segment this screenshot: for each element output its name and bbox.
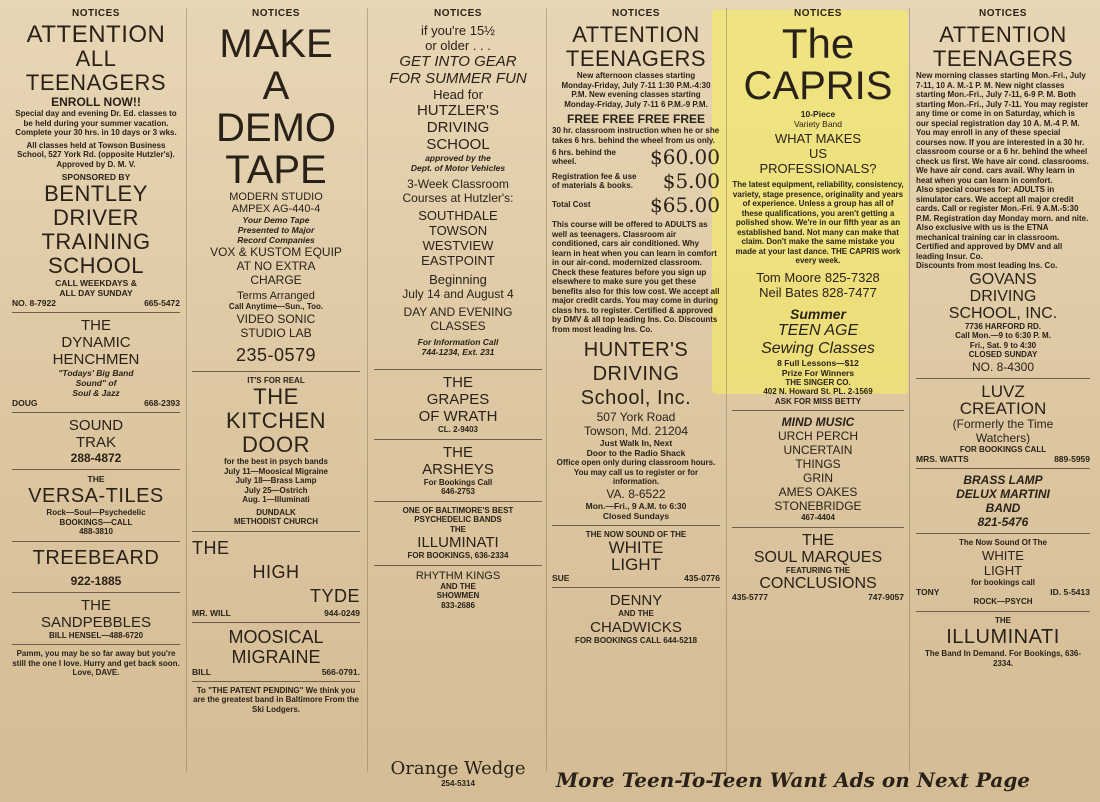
ad-luvz-formerly: (Formerly the Time — [952, 416, 1054, 431]
ad-govans-phone: NO. 8-4300 — [971, 359, 1035, 374]
ad-kitchen-line-4: July 25—Ostrich — [244, 485, 308, 495]
ad-hunter-hours: Mon.—Fri., 9 A.M. to 6:30 — [585, 500, 687, 511]
column-3 — [370, 8, 546, 772]
column-divider — [909, 8, 910, 772]
ad-sewing-classes: Sewing Classes — [761, 339, 875, 357]
ad-brasslamp-martini: DELUX MARTINI — [956, 487, 1050, 501]
ad-hutzler-head: Head for — [433, 87, 483, 102]
ad-bentley-name-1: BENTLEY — [44, 181, 148, 206]
ad-hutzler-approved: approved by the — [425, 153, 491, 163]
ad-mindmusic-4: GRIN — [803, 471, 833, 485]
ad-luvz-bookings: FOR BOOKINGS CALL — [959, 444, 1047, 454]
ad-mindmusic-2: UNCERTAIN — [783, 443, 853, 457]
ad-bentley-text: Special day and evening Dr. Ed. classes to be held during your summer vacation. Complete your 30 hrs. in 10 days or 3 wks. — [15, 109, 177, 137]
ad-henchmen-desc-1: "Todays' Big Band — [58, 368, 134, 378]
ad-hutzler-dept: Dept. of Motor Vehicles — [410, 163, 506, 173]
ad-demo-charge: CHARGE — [250, 273, 302, 287]
ad-demo-noextra: AT NO EXTRA — [236, 259, 316, 273]
ad-capris-the: The — [781, 20, 855, 67]
ad-kitchen-real: IT'S FOR REAL — [247, 375, 305, 385]
ad-govans-closed: CLOSED SUNDAY — [968, 350, 1038, 359]
ad-arsheys-phone: 646-2753 — [441, 487, 475, 496]
ad-hightyde-high: HIGH — [252, 561, 300, 582]
column-divider — [726, 8, 727, 772]
ad-demo-phone: 235-0579 — [235, 344, 317, 365]
ad-illuminati-name: ILLUMINATI — [417, 534, 499, 551]
ad-mindmusic-title: MIND MUSIC — [781, 415, 855, 429]
ad-brasslamp-phone: 821-5476 — [977, 515, 1029, 529]
ad-sandpebbles-contact: BILL HENSEL—488-6720 — [48, 630, 144, 640]
ad-treebeard-phone: 922-1885 — [70, 573, 122, 588]
ad-illuminati-bookings: FOR BOOKINGS, 636-2334 — [407, 551, 509, 560]
ad-whitelight2-light: LIGHT — [983, 562, 1023, 578]
ad-hunter-city: Towson, Md. 21204 — [583, 424, 689, 438]
ad-hightyde-contact: MR. WILL — [192, 607, 231, 618]
ad-hutzler-loc-4: EASTPOINT — [421, 253, 495, 268]
notices-header: NOTICES — [612, 8, 660, 19]
ad-govans-discounts: Discounts from most leading Ins. Co. — [916, 261, 1058, 270]
ad-mindmusic-phone: 467-4404 — [801, 513, 835, 522]
ad-hutzler-driving: DRIVING — [426, 119, 490, 136]
column-6 — [912, 8, 1094, 772]
ad-demo-demo: DEMO — [216, 106, 336, 150]
ad-luvz-watchers: Watchers) — [975, 430, 1031, 445]
ad-capris-contact-2: Neil Bates 828-7477 — [759, 284, 877, 300]
ad-hunter-teenagers: TEENAGERS — [565, 46, 707, 71]
ad-hutzler-courses: 3-Week Classroom — [407, 177, 509, 191]
ad-hutzler-loc-3: WESTVIEW — [422, 238, 494, 253]
ad-hutzler-info: For Information Call — [417, 337, 499, 347]
ad-versatiles-phone: 488-3810 — [79, 527, 113, 536]
ad-soulmarques-the: THE — [802, 531, 834, 549]
ad-denny-bookings: FOR BOOKINGS CALL 644-5218 — [574, 635, 698, 645]
ad-hunter-total: $65.00 — [650, 193, 720, 217]
ad-rhythmkings-phone: 833-2686 — [441, 600, 475, 610]
ad-hutzler-school: SCHOOL — [426, 136, 490, 153]
ad-capris-body: The latest equipment, reliability, consistency, variety, stage presence, originality and years of experience. Unless a group has all of these qualifications, you aren't getting a polished show. We're in our fifth year as an established band. Not many can make that claim. Don't make the same mistake you made at your last dance. THE CAPRIS work every week. — [732, 180, 904, 265]
ad-migraine-phone: 566-0791. — [321, 666, 360, 677]
ad-grapes-the: THE — [443, 374, 473, 391]
ad-govans-attention: ATTENTION — [939, 22, 1067, 47]
ad-arsheys-name: ARSHEYS — [422, 460, 494, 478]
ad-kitchen-line-5: Aug. 1—Illuminati — [242, 495, 310, 504]
ad-illuminati-tagline: ONE OF BALTIMORE'S BEST — [402, 505, 514, 515]
ad-treebeard-name: TREEBEARD — [32, 546, 160, 569]
ad-hutzler-loc-1: SOUTHDALE — [418, 208, 498, 223]
ad-hutzler-phone: 744-1234, Ext. 231 — [421, 347, 495, 357]
ad-govans-enroll: You may enroll in any of these special courses now. If you are interested in a 30 hr. classroom course or a 6 hr. behind the wheel check us first. We have air cond. classrooms. We have air cond. cars avail. Why learn in heat when you can learn in comfort. — [916, 128, 1089, 185]
ad-whitelight-light: LIGHT — [610, 555, 662, 574]
ad-sandpebbles-the: THE — [81, 596, 111, 614]
ad-rhythmkings-and: AND THE — [440, 581, 476, 591]
ad-kitchen-the: THE — [253, 384, 299, 409]
ad-capris-name: CAPRIS — [743, 64, 893, 108]
ad-govans-schedule: New morning classes starting Mon.-Fri., July 7-11, 10 A. M.-1 P. M. New night classes starting Mon.-Fri., July 7-11, 6-9 P. M. Both starting Mon.-Fri., July 7-11. You may register any time or come in on Saturday, which is our special registration day 10 A. M.-4 P. M. — [916, 71, 1089, 128]
column-2 — [188, 8, 364, 772]
ad-bentley-enroll: ENROLL NOW!! — [51, 95, 141, 109]
ad-soundtrak-phone: 288-4872 — [70, 451, 122, 465]
ad-sewing-teenage: TEEN AGE — [777, 321, 859, 339]
ad-henchmen-desc-2: Sound" of — [75, 378, 117, 388]
ad-orangewedge-name: Orange Wedge — [390, 758, 526, 779]
ad-whitelight2-white: WHITE — [982, 547, 1024, 563]
ad-bentley-name-4: SCHOOL — [48, 253, 144, 278]
ad-illuminati-tagline-2: PSYCHEDELIC BANDS — [414, 515, 502, 524]
ad-luvz-name: LUVZ — [981, 381, 1025, 401]
notices-header: NOTICES — [434, 8, 482, 19]
ad-demo-terms: Terms Arranged — [237, 290, 315, 302]
ad-brasslamp-name: BRASS LAMP — [963, 473, 1043, 487]
column-5 — [728, 8, 908, 772]
ad-bentley-phone: 665-5472 — [144, 298, 180, 308]
ad-illuminati2-the: THE — [995, 615, 1011, 625]
ad-sewing-lessons: 8 Full Lessons—$12 — [777, 357, 859, 368]
ad-demo-call: Call Anytime—Sun., Too. — [228, 302, 324, 311]
ad-kitchen-church: METHODIST CHURCH — [234, 517, 318, 526]
ad-illuminati2-desc: The Band In Demand. For Bookings, 636-2334. — [924, 649, 1082, 668]
ad-hunter-radioshack: Door to the Radio Shack — [586, 448, 686, 458]
ad-patent-pending: To "THE PATENT PENDING" We think you are the greatest band in Baltimore From the Ski Lodgers. — [193, 685, 359, 714]
ad-luvz-creation: CREATION — [959, 398, 1047, 418]
ad-kitchen-name-1: KITCHEN — [225, 408, 327, 433]
ad-arsheys-the: THE — [443, 443, 473, 461]
ad-whitelight-tagline: THE NOW SOUND OF THE — [585, 529, 687, 539]
ad-sandpebbles-name: SANDPEBBLES — [40, 613, 152, 631]
ad-bentley-sponsored: SPONSORED BY — [61, 172, 131, 182]
ad-soundtrak-1: SOUND — [68, 417, 124, 434]
ad-illuminati2-name: ILLUMINATI — [946, 626, 1060, 648]
ad-kitchen-line-2: July 11—Moosical Migraine — [223, 466, 329, 476]
ad-hutzler-dates: July 14 and August 4 — [402, 287, 514, 301]
ad-migraine-contact: BILL — [192, 666, 211, 677]
ad-capris-pros: PROFESSIONALS? — [759, 161, 877, 176]
ad-hutzler-courses-2: Courses at Hutzler's: — [402, 191, 514, 205]
ad-grapes-phone: CL. 2-9403 — [437, 425, 479, 434]
ad-arsheys-bookings: For Bookings Call — [423, 477, 493, 487]
ad-demo-line-1: Your Demo Tape — [242, 215, 310, 225]
ad-demo-tape: TAPE — [225, 148, 327, 192]
ad-whitelight2-call: for bookings call — [970, 577, 1035, 587]
ad-bentley-name-3: TRAINING — [41, 229, 151, 254]
ad-whitelight2-genre: ROCK—PSYCH — [973, 597, 1033, 606]
column-1 — [8, 8, 184, 772]
ad-demo-a: A — [262, 64, 290, 108]
ad-versatiles-name: VERSA-TILES — [28, 485, 164, 507]
ad-henchmen-the: THE — [81, 317, 111, 334]
ad-henchmen-desc-3: Soul & Jazz — [72, 388, 120, 398]
ad-luvz-contact: MRS. WATTS — [916, 454, 969, 464]
ad-hutzler-beginning: Beginning — [429, 272, 487, 287]
ad-denny-and: AND THE — [618, 609, 654, 618]
ad-mindmusic-5: AMES OAKES — [778, 485, 858, 499]
ad-orangewedge-phone: 254-5314 — [441, 779, 475, 788]
ad-demo-videosonic: VIDEO SONIC — [236, 311, 316, 326]
ad-govans-address: 7736 HARFORD RD. — [964, 321, 1041, 331]
ad-hunter-price-1-label: 6 hrs. behind the wheel. — [552, 147, 617, 166]
ad-govans-teenagers: TEENAGERS — [932, 46, 1074, 71]
ad-hutzler-older: or older . . . — [425, 38, 491, 53]
ad-mindmusic-6: STONEBRIDGE — [774, 499, 862, 513]
ad-henchmen-2: HENCHMEN — [52, 351, 140, 368]
ad-hunter-phone: VA. 8-6522 — [606, 486, 666, 501]
ad-sewing-ask: ASK FOR MISS BETTY — [774, 396, 862, 406]
notices-header: NOTICES — [979, 8, 1027, 19]
ad-demo-studio: MODERN STUDIO — [229, 191, 323, 203]
ad-hutzler-age: if you're 15½ — [420, 23, 496, 38]
ad-bentley-name-2: DRIVER — [52, 205, 140, 230]
ad-hunter-body: This course will be offered to ADULTS as well as teenagers. Classroom air conditioned, cars air conditioned. Why learn in heat when you can learn in comfort in our air-cond. modernized classroom. Check these features before you sign up elsewhere to make sure you get these benefits also for this low cost. We accept all major credit cards. You may come in during class hrs. to register. Certified & approved by DMV & all top leading Ins. Co. Discounts from most leading Ins. Co. — [552, 220, 720, 334]
column-4 — [548, 8, 724, 772]
ad-bentley-heading: ATTENTION — [26, 21, 166, 48]
ad-whitelight2-phone: ID. 5-5413 — [1050, 587, 1090, 597]
ad-hunter-price-2: $5.00 — [662, 169, 720, 193]
ad-govans-special: Also special courses for: ADULTS in simulator cars. We accept all major credit cards. Call or register Mon.-Fri. 9 A.M.-5:30 P.M. Registration day Monday morn. and nite. Also exclusive with us is the ETNA mechanical training car in classroom. Certified and approved by DMV and all leading Insur. Co. — [916, 185, 1089, 261]
ad-bentley-text-2: All classes held at Towson Business School, 527 York Rd. (opposite Hutzler's). Approved by D. M. V. — [17, 140, 175, 169]
ad-hunter-total-label: Total Cost — [552, 200, 591, 210]
ad-grapes-2: OF WRATH — [418, 408, 498, 425]
ad-hightyde-tyde: TYDE — [309, 585, 360, 606]
ad-denny-name: DENNY — [609, 592, 663, 609]
ad-whitelight-contact: SUE — [552, 573, 570, 583]
ad-rhythmkings-showmen: SHOWMEN — [436, 591, 480, 600]
column-divider — [186, 8, 187, 772]
ad-whitelight-white: WHITE — [608, 538, 664, 557]
ad-govans-hours-2: Fri., Sat. 9 to 4:30 — [969, 340, 1037, 350]
ad-hunter-driving: DRIVING — [592, 363, 680, 385]
column-divider — [546, 8, 547, 772]
ad-hunter-office: Office open only during classroom hours. You may call us to register or for information. — [556, 458, 716, 486]
ad-hunter-schedule: New afternoon classes starting Monday-Friday, July 7-11 1:30 P.M.-4:30 P.M. New evening classes starting Monday-Friday, July 7-11 6 P.M.-9 P.M. — [561, 71, 711, 109]
ad-hunter-walkin: Just Walk In, Next — [599, 438, 673, 448]
ad-kitchen-dundalk: DUNDALK — [256, 507, 296, 517]
ad-hutzler-loc-2: TOWSON — [428, 223, 488, 238]
ad-bentley-call-2: ALL DAY SUNDAY — [59, 288, 133, 298]
ad-hightyde-the: THE — [192, 537, 230, 558]
ad-hunter-free-desc: 30 hr. classroom instruction when he or she takes 6 hrs. behind the wheel from us only. — [552, 126, 720, 145]
ad-hightyde-phone: 944-0249 — [324, 607, 360, 618]
ad-illuminati-the: THE — [450, 524, 466, 534]
ad-sewing-singer: THE SINGER CO. — [785, 377, 851, 387]
ad-whitelight-phone: 435-0776 — [684, 573, 720, 583]
ad-kitchen-name-2: DOOR — [242, 432, 310, 457]
ad-govans-hours: Call Mon.—9 to 6:30 P. M. — [955, 331, 1051, 340]
ad-versatiles-bookings: BOOKINGS—CALL — [59, 517, 133, 527]
ad-govans-name: GOVANS — [969, 270, 1037, 288]
ad-demo-studiolab: STUDIO LAB — [240, 325, 312, 340]
ad-soulmarques-featuring: FEATURING THE — [785, 565, 851, 575]
ad-demo-ampex: AMPEX AG-440-4 — [231, 203, 321, 215]
ad-personal-pamm: Pamm, you may be so far away but you're still the one I love. Hurry and get back soon. Love, DAVE. — [12, 649, 180, 677]
ad-bentley-no: NO. 8-7922 — [12, 298, 56, 308]
ad-demo-vox: VOX & KUSTOM EQUIP — [210, 245, 342, 259]
ad-hunter-free: FREE FREE FREE FREE — [566, 112, 706, 126]
ad-soulmarques-phone-2: 747-9057 — [868, 592, 904, 602]
ad-versatiles-the: THE — [87, 474, 105, 484]
ad-hunter-closed: Closed Sundays — [602, 510, 670, 521]
ad-capris-variety: Variety Band — [793, 119, 843, 129]
ad-henchmen-contact: DOUG — [12, 398, 38, 408]
ad-demo-line-3: Record Companies — [237, 235, 315, 245]
ad-versatiles-genre: Rock—Soul—Psychedelic — [46, 508, 146, 517]
ad-bentley-teenagers: TEENAGERS — [25, 70, 167, 95]
notices-header: NOTICES — [72, 8, 120, 19]
ad-hunter-price-1: $60.00 — [650, 145, 720, 169]
ad-sewing-prize: Prize For Winners — [781, 367, 855, 378]
ad-hutzler-gear: GET INTO GEAR — [399, 53, 517, 70]
ad-whitelight2-contact: TONY — [916, 587, 940, 597]
ad-hutzler-fun: FOR SUMMER FUN — [389, 70, 527, 87]
ad-kitchen-line-3: July 18—Brass Lamp — [235, 476, 317, 485]
notices-header: NOTICES — [794, 8, 842, 19]
ad-hunter-school: School, Inc. — [580, 387, 692, 409]
ad-sewing-address: 402 N. Howard St. PL. 2-1569 — [763, 387, 873, 396]
ad-soulmarques-conclusions: CONCLUSIONS — [759, 575, 877, 592]
ad-whitelight2-tagline: The Now Sound Of The — [959, 538, 1047, 547]
ad-capris-size: 10-Piece — [800, 109, 836, 119]
column-divider — [367, 8, 368, 772]
ad-henchmen-phone: 668-2393 — [144, 398, 180, 408]
ad-govans-school: SCHOOL, INC. — [948, 304, 1058, 322]
ad-migraine-1: MOOSICAL — [228, 626, 324, 647]
ad-mindmusic-3: THINGS — [795, 457, 841, 471]
ad-mindmusic-1: URCH PERCH — [777, 429, 858, 443]
ad-brasslamp-band: BAND — [985, 501, 1021, 515]
ad-migraine-2: MIGRAINE — [231, 646, 321, 667]
ad-hunter-address: 507 York Road — [596, 410, 676, 424]
notices-header: NOTICES — [252, 8, 300, 19]
ad-hunter-attention: ATTENTION — [572, 22, 700, 47]
ad-govans-driving: DRIVING — [969, 287, 1037, 305]
ad-hutzler-dayeve: DAY AND EVENING — [403, 305, 513, 319]
ad-soulmarques-name: SOUL MARQUES — [753, 548, 883, 566]
ad-hutzler-classes: CLASSES — [430, 319, 486, 333]
ad-denny-chadwicks: CHADWICKS — [590, 618, 682, 636]
ad-demo-make: MAKE — [219, 22, 333, 66]
ad-sewing-summer: Summer — [789, 305, 847, 322]
ad-capris-contact-1: Tom Moore 825-7328 — [756, 269, 880, 285]
ad-henchmen-1: DYNAMIC — [61, 334, 131, 351]
ad-hunter-price-2-label: Registration fee & use of materials & books. — [552, 171, 637, 190]
footer-headline: More Teen-To-Teen Want Ads on Next Page — [556, 768, 1031, 792]
ad-bentley-all: ALL — [75, 46, 117, 71]
ad-demo-line-2: Presented to Major — [237, 225, 315, 235]
ad-soundtrak-2: TRAK — [75, 434, 116, 451]
ad-rhythmkings-name: RHYTHM KINGS — [415, 569, 501, 582]
ad-bentley-call: CALL WEEKDAYS & — [55, 278, 137, 288]
ad-capris-us: US — [808, 146, 828, 161]
ad-hunter-name: HUNTER'S — [583, 339, 689, 361]
ad-luvz-phone: 889-5959 — [1054, 454, 1090, 464]
ad-capris-what: WHAT MAKES — [774, 131, 862, 146]
ad-hutzler-name: HUTZLER'S — [416, 102, 500, 119]
ad-kitchen-line-1: for the best in psych bands — [223, 457, 328, 466]
ad-soulmarques-phone-1: 435-5777 — [732, 592, 768, 602]
ad-grapes-1: GRAPES — [426, 391, 490, 408]
ad-orange-wedge — [370, 758, 546, 789]
